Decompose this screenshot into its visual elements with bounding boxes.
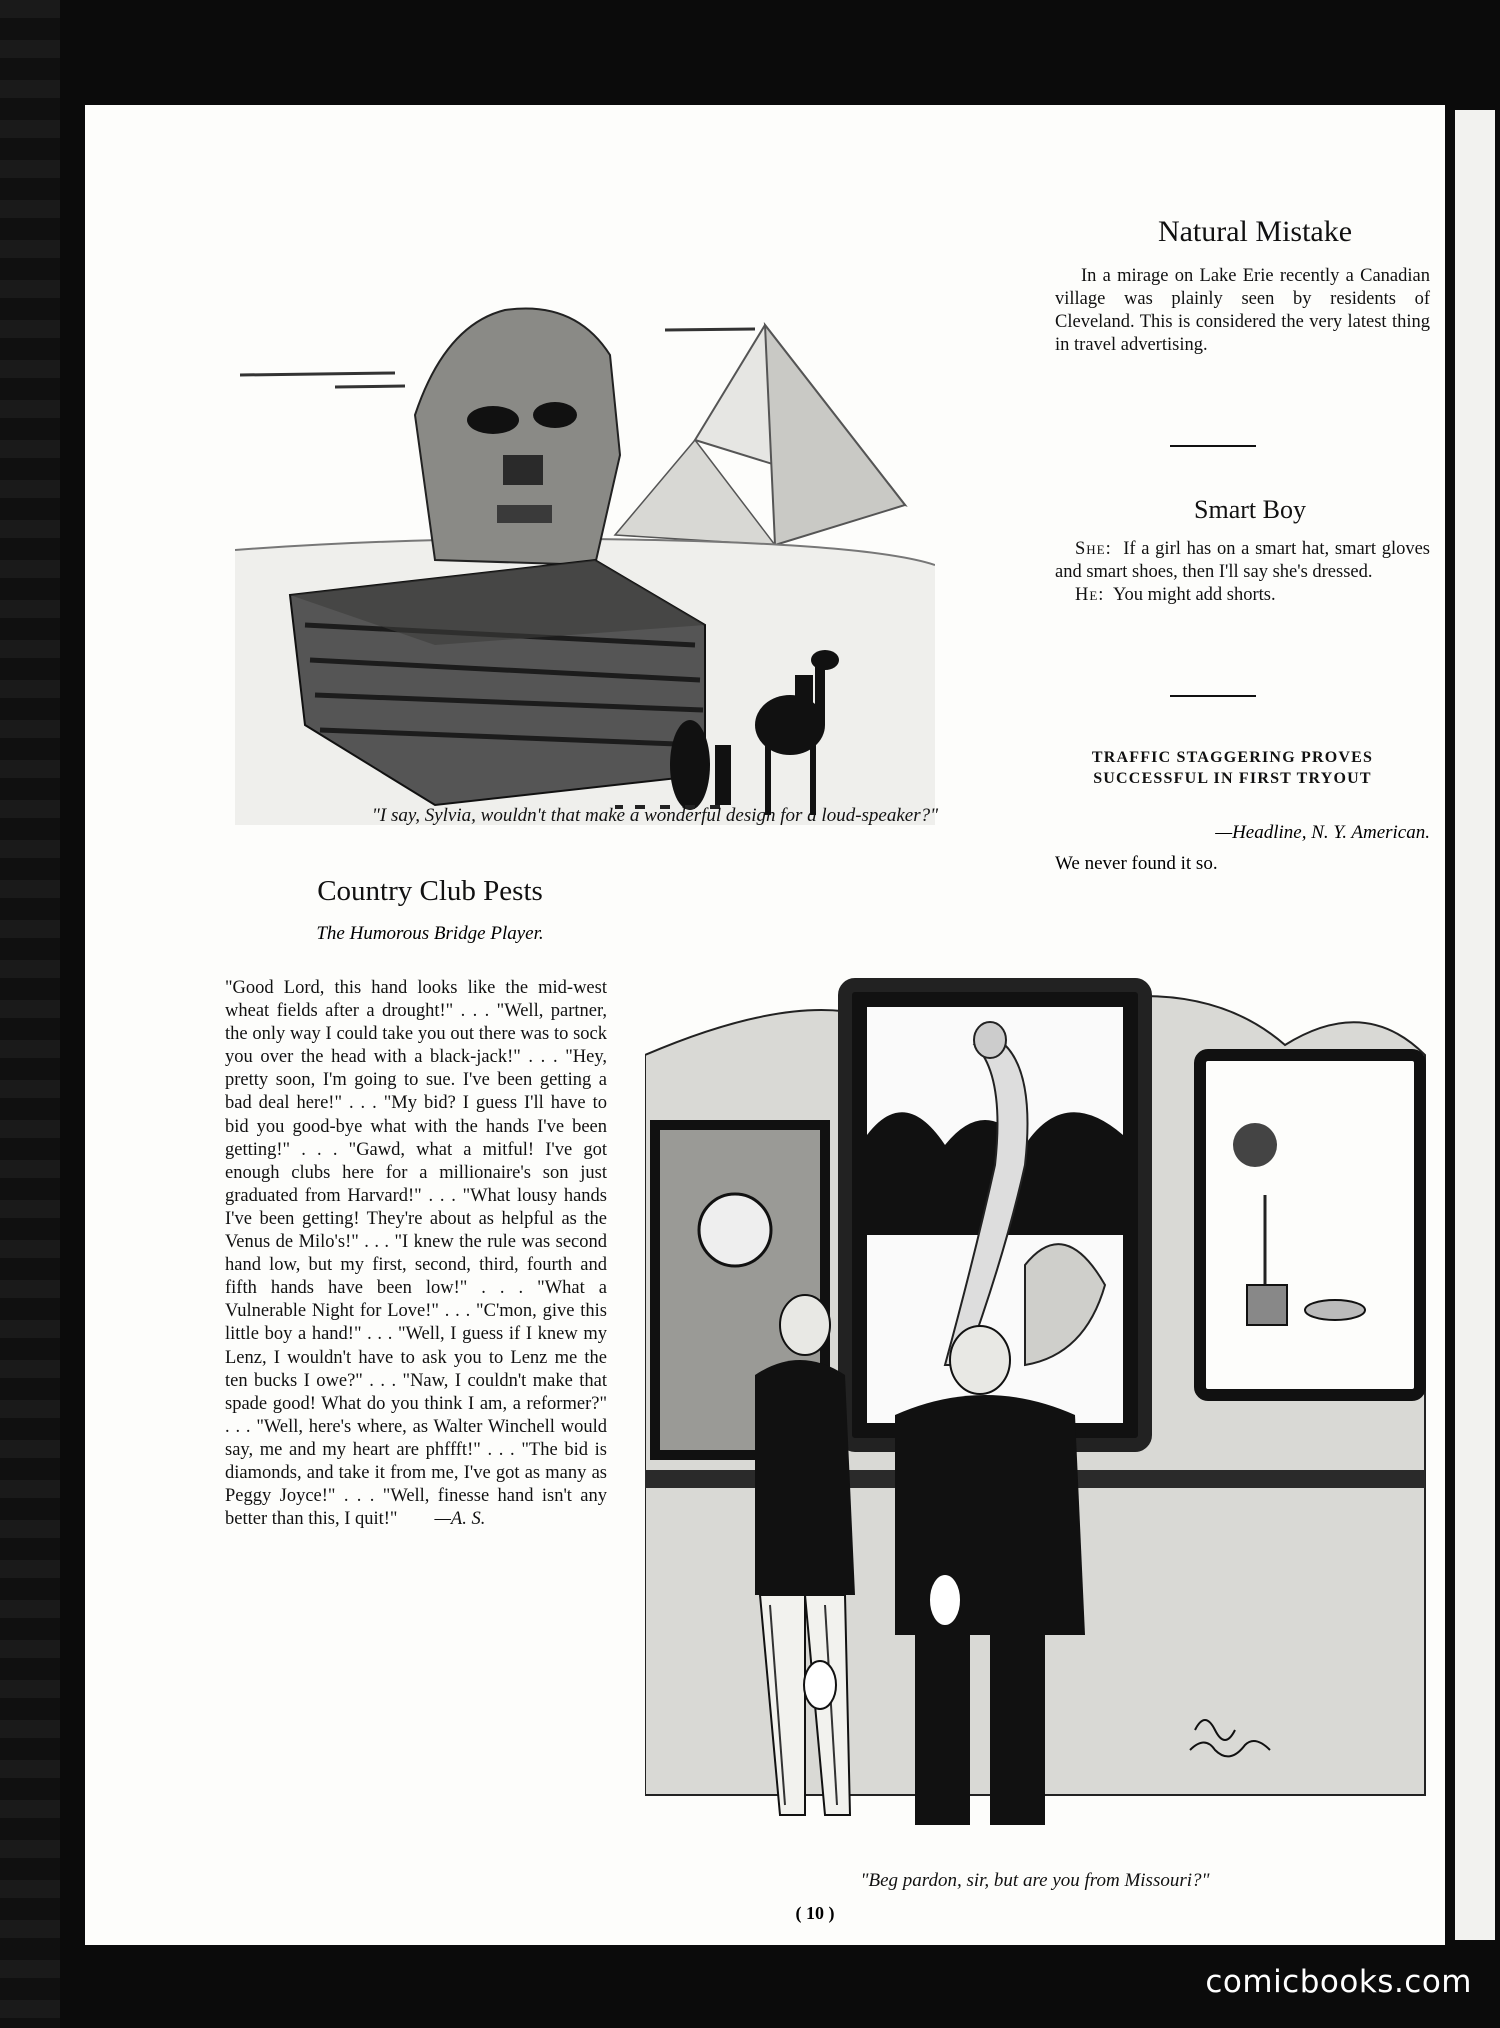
he-line: You might add shorts.	[1113, 585, 1276, 605]
she-label: She:	[1075, 539, 1112, 559]
country-club-title: Country Club Pests	[317, 875, 543, 907]
sphinx-cartoon	[235, 205, 935, 825]
country-club-text	[225, 977, 607, 1531]
next-page-edge	[1455, 110, 1495, 1940]
page-number: ( 10 )	[795, 1903, 835, 1923]
headline-source: —Headline, N. Y. American.	[1215, 822, 1430, 843]
country-club-author: —A. S.	[434, 1509, 486, 1530]
country-club-subtitle: The Humorous Bridge Player.	[316, 923, 544, 944]
traffic-headline: TRAFFIC STAGGERING PROVES SUCCESSFUL IN FIRST TRYOUT	[1091, 749, 1374, 787]
watermark-text: comicbooks.com	[1205, 1964, 1472, 2000]
country-club-body: "Good Lord, this hand looks like the mid-west wheat fields after a drought!" . . . "Well, partner, the only way I could take you out there was to sock you over the head with a black-jack!" . . . "Hey, pretty soon, I'm going to sue. I've been getting a bad deal here!" . . . "My bid? I guess I'll have to bid you good-bye what with the hands I've been getting!" . . . "Gawd, what a mitful! I've got enough clubs here for a millionaire's son just graduated from Harvard!" . . . "What lousy hands I've been getting! They're about as helpful as the Venus de Milo's!" . . . "I knew the rule was second hand low, but my first, second, third, fourth and fifth hands have been low!" . . . "What a Vulnerable Night for Love!" . . . "C'mon, give this little boy a hand!" . . . "Well, I guess if I knew my Lenz, I wouldn't have to ask you to Lenz me the ten bucks I owe?" . . . "Naw, I couldn't make that spade good! What do you think I am, a reformer?" . . . "Well, here's where, as Walter Winchell would say, me and my heart are phffft!" . . . "The bid is diamonds, and take it from me, I've got as many as Peggy Joyce!" . . . "Well, finesse hand isn't any better than this, I quit!"	[225, 978, 607, 1530]
divider-rule	[1170, 695, 1256, 697]
he-label: He:	[1075, 585, 1105, 605]
headline-comment: We never found it so.	[1055, 853, 1218, 874]
natural-mistake-text: In a mirage on Lake Erie recently a Canadian village was plainly seen by residents of Cleveland. This is considered the very latest thing in travel advertising.	[1055, 266, 1430, 355]
smart-boy-text	[1055, 538, 1430, 607]
gallery-cartoon	[645, 935, 1445, 1855]
sphinx-caption: "I say, Sylvia, wouldn't that make a wonderful design for a loud-speaker?"	[371, 805, 939, 826]
divider-rule	[1170, 445, 1256, 447]
she-line: If a girl has on a smart hat, smart gloves and smart shoes, then I'll say she's dressed.	[1055, 539, 1430, 582]
scan-border-left	[0, 0, 60, 2028]
smart-boy-title: Smart Boy	[1194, 495, 1306, 524]
gallery-caption: "Beg pardon, sir, but are you from Missouri?"	[860, 1870, 1210, 1891]
natural-mistake-title: Natural Mistake	[1157, 215, 1353, 248]
magazine-page	[85, 105, 1445, 1945]
